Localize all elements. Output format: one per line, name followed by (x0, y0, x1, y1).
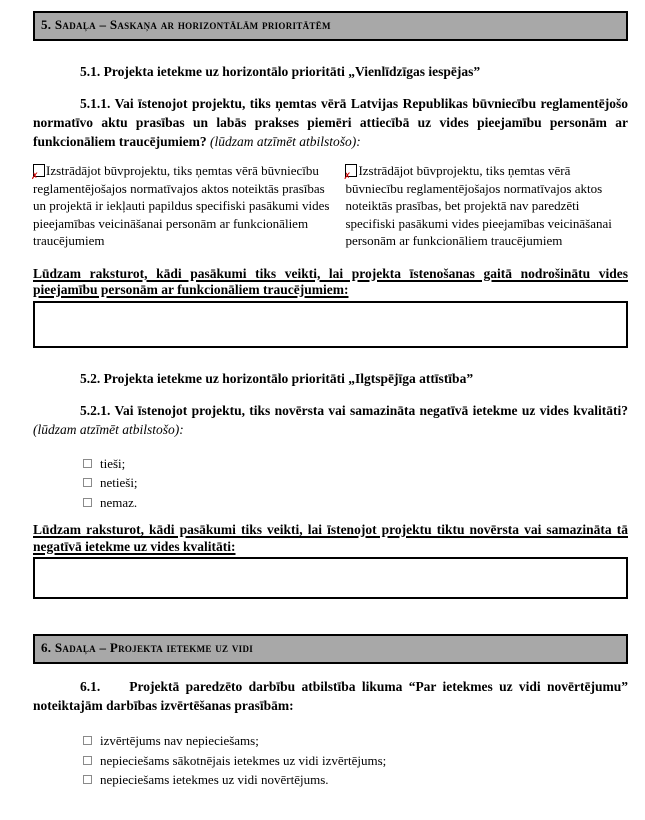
heading-5-1: 5.1. Projekta ietekme uz horizontālo prioritāti „Vienlīdzīgas iespējas” (80, 64, 481, 79)
checkbox-label: nepieciešams sākotnējais ietekmes uz vidi izvērtējums; (100, 752, 387, 768)
checkbox-icon[interactable] (83, 478, 92, 487)
checkbox-option (83, 731, 628, 751)
section-6-header: 6. Sadaļa – Projekta ietekme uz vidi (33, 634, 628, 664)
question-5-2-1-instruction: (lūdzam atzīmēt atbilstošo): (33, 421, 184, 437)
prompt-5-2: Lūdzam raksturot, kādi pasākumi tiks veikti, lai īstenojot projektu tiktu novērsta vai samazināta tā negatīvā ietekme uz vides kvalitāti: (33, 522, 628, 554)
checkbox-label: nepieciešams ietekmes uz vidi novērtējums. (100, 772, 329, 787)
checkbox-option (83, 770, 628, 790)
statement-6-1-number: 6.1. (80, 679, 101, 694)
option-5-1-1-right (345, 162, 628, 250)
prompt-5-1: Lūdzam raksturot, kādi pasākumi tiks veikti, lai projekta īstenošanas gaitā nodrošinātu vides pieejamību personām ar funkcionāliem traucējumiem: (33, 265, 628, 297)
checkbox-icon[interactable] (83, 498, 92, 507)
option-5-1-1-right-label: Izstrādājot būvprojektu, tiks ņemtas vērā būvniecību reglamentējošajos normatīvajos aktos noteiktās prasības, bet projektā nav paredzēti specifiski pasākumi vides pieejamības veicināšanai personām ar funkcionāliem traucējumiem (345, 163, 612, 248)
checkbox-label: nemaz. (100, 494, 138, 510)
checkbox-icon[interactable] (83, 459, 92, 468)
options-5-2-1 (33, 454, 628, 513)
option-5-1-1-left (33, 162, 332, 250)
question-5-1-1-instruction: (lūdzam atzīmēt atbilstošo): (209, 134, 361, 149)
options-5-1-1 (33, 162, 628, 250)
red-x-icon: ✗ (31, 172, 39, 182)
checkbox-option (83, 493, 628, 513)
statement-6-1 (33, 677, 628, 715)
checkbox-icon[interactable] (83, 775, 92, 784)
statement-6-1-text: Projektā paredzēto darbību atbilstība likuma “Par ietekmes uz vidi novērtējumu” noteiktajām darbības izvērtēšanas prasībām: (33, 679, 628, 713)
checkbox-label: izvērtējums nav nepieciešams; (100, 733, 259, 748)
question-5-1-1 (33, 94, 628, 151)
question-5-2-1 (33, 401, 628, 439)
red-x-icon: ✗ (343, 172, 351, 182)
broken-image-checkbox-icon[interactable] (31, 164, 45, 182)
checkbox-icon[interactable] (83, 736, 92, 745)
answer-box-5-2[interactable] (33, 557, 628, 599)
heading-5-2: 5.2. Projekta ietekme uz horizontālo prioritāti „Ilgtspējīga attīstība” (80, 370, 474, 386)
checkbox-option (83, 751, 628, 771)
options-6-1 (33, 731, 628, 790)
checkbox-label: tieši; (100, 455, 126, 471)
section-5-header: 5. Sadaļa – Saskaņa ar horizontālām prioritātēm (33, 11, 628, 41)
checkbox-option (83, 454, 628, 474)
checkbox-option (83, 473, 628, 493)
option-5-1-1-left-label: Izstrādājot būvprojektu, tiks ņemtas vērā būvniecību reglamentējošajos normatīvajos aktos noteiktās prasības un projektā ir iekļauti papildus specifiski pasākumi vides pieejamības veicināšanai personām ar funkcionāliem traucējumiem (33, 163, 330, 248)
question-5-2-1-text: 5.2.1. Vai īstenojot projektu, tiks novērsta vai samazināta negatīvā ietekme uz vides kvalitāti? (80, 402, 628, 418)
question-5-1-1-text: 5.1.1. Vai īstenojot projektu, tiks ņemtas vērā Latvijas Republikas būvniecību reglamentējošo normatīvo aktu prasības un labās prakses piemēri attiecībā uz vides pieejamību personām ar funkcionāliem traucējumiem? (33, 96, 628, 149)
checkbox-icon[interactable] (83, 756, 92, 765)
checkbox-label: netieši; (100, 475, 138, 490)
answer-box-5-1[interactable] (33, 301, 628, 348)
broken-image-checkbox-icon[interactable] (343, 164, 357, 182)
